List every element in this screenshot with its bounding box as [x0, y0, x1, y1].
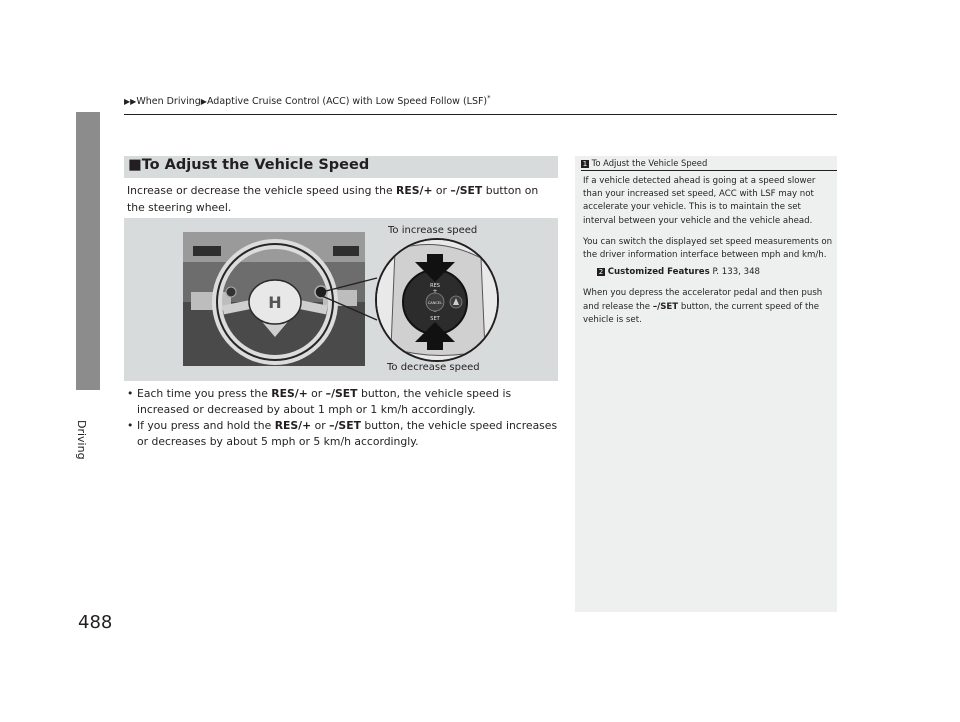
note-marker-icon: 1 [582, 159, 588, 168]
bullet-text: Each time you press the [137, 387, 272, 400]
breadcrumb [124, 94, 491, 107]
chapter-tab-label: Driving [75, 420, 88, 460]
note-text: button, the current speed of the vehicle is set. [583, 301, 820, 325]
res-plus-label: RES/+ [396, 184, 433, 197]
plus-text[interactable]: + [432, 288, 438, 295]
page-number: 488 [78, 612, 113, 633]
header-rule [124, 114, 837, 115]
cross-reference-link[interactable] [583, 266, 833, 279]
note-body [583, 175, 833, 335]
xref-arrow-icon: 2 [598, 267, 604, 276]
minus-set-label: –/SET [652, 301, 679, 312]
bullet-text: button, the vehicle speed is increased or decreased by about 1 mph or 1 km/h accordingly. [137, 387, 512, 416]
xref-label: Customized Features [607, 267, 710, 278]
res-text[interactable]: RES [430, 283, 440, 289]
note-title-text: To Adjust the Vehicle Speed [591, 158, 708, 168]
cancel-text[interactable]: CANCEL [427, 301, 443, 305]
increase-speed-label: To increase speed [388, 225, 478, 236]
breadcrumb-item[interactable]: Adaptive Cruise Control (ACC) with Low Speed Follow (LSF) [206, 96, 488, 108]
footnote-asterisk: * [487, 94, 491, 102]
bullet-icon: • [127, 387, 134, 400]
bullet-list [127, 386, 559, 450]
res-plus-label: RES/+ [271, 387, 308, 400]
intro-text: button on the steering wheel. [127, 184, 539, 214]
minus-set-label: –/SET [325, 387, 358, 400]
decrease-speed-label: To decrease speed [387, 362, 480, 373]
xref-pages: P. 133, 348 [709, 267, 761, 278]
chapter-tab[interactable] [76, 112, 100, 390]
breadcrumb-item[interactable]: When Driving [136, 96, 201, 108]
note-title [581, 158, 707, 168]
bullet-text: or [311, 419, 330, 432]
svg-text:H: H [268, 293, 282, 312]
breadcrumb-arrow-icon: ▶▶ [124, 97, 137, 107]
note-paragraph [583, 287, 833, 327]
bullet-icon: • [127, 419, 134, 432]
intro-paragraph [127, 182, 555, 216]
minus-set-label: –/SET [450, 184, 483, 197]
intro-text: or [432, 184, 451, 197]
bullet-text: If you press and hold the [137, 419, 275, 432]
section-title-text: To Adjust the Vehicle Speed [141, 157, 370, 173]
res-plus-label: RES/+ [274, 419, 312, 432]
note-rule [581, 170, 837, 171]
bullet-text: button, the vehicle speed increases or decreases by about 5 mph or 5 km/h accordingly. [137, 419, 558, 448]
section-square-icon: ■ [128, 157, 142, 173]
cruise-control-switch-icon [377, 240, 497, 360]
breadcrumb-arrow-icon: ▶ [200, 97, 207, 107]
list-item [127, 386, 559, 418]
button-closeup [375, 238, 499, 362]
section-title [128, 157, 369, 173]
intro-text: Increase or decrease the vehicle speed using the [127, 184, 397, 197]
note-paragraph [583, 236, 833, 262]
note-paragraph: If a vehicle detected ahead is going at a speed slower than your increased set speed, ACC with LSF may not accelerate your vehicle. This is to maintain the set interval between your vehicle and the vehicle ahead. [583, 176, 816, 226]
note-text: When you depress the accelerator pedal and then push and release the [583, 288, 823, 312]
list-item [127, 418, 559, 450]
bullet-text: or [307, 387, 326, 400]
minus-text[interactable]: – [433, 308, 437, 315]
note-text: You can switch the displayed set speed measurements on the driver information interface between mph and km/h. [583, 236, 833, 261]
set-text[interactable]: SET [430, 316, 440, 322]
minus-set-label: –/SET [329, 419, 361, 432]
